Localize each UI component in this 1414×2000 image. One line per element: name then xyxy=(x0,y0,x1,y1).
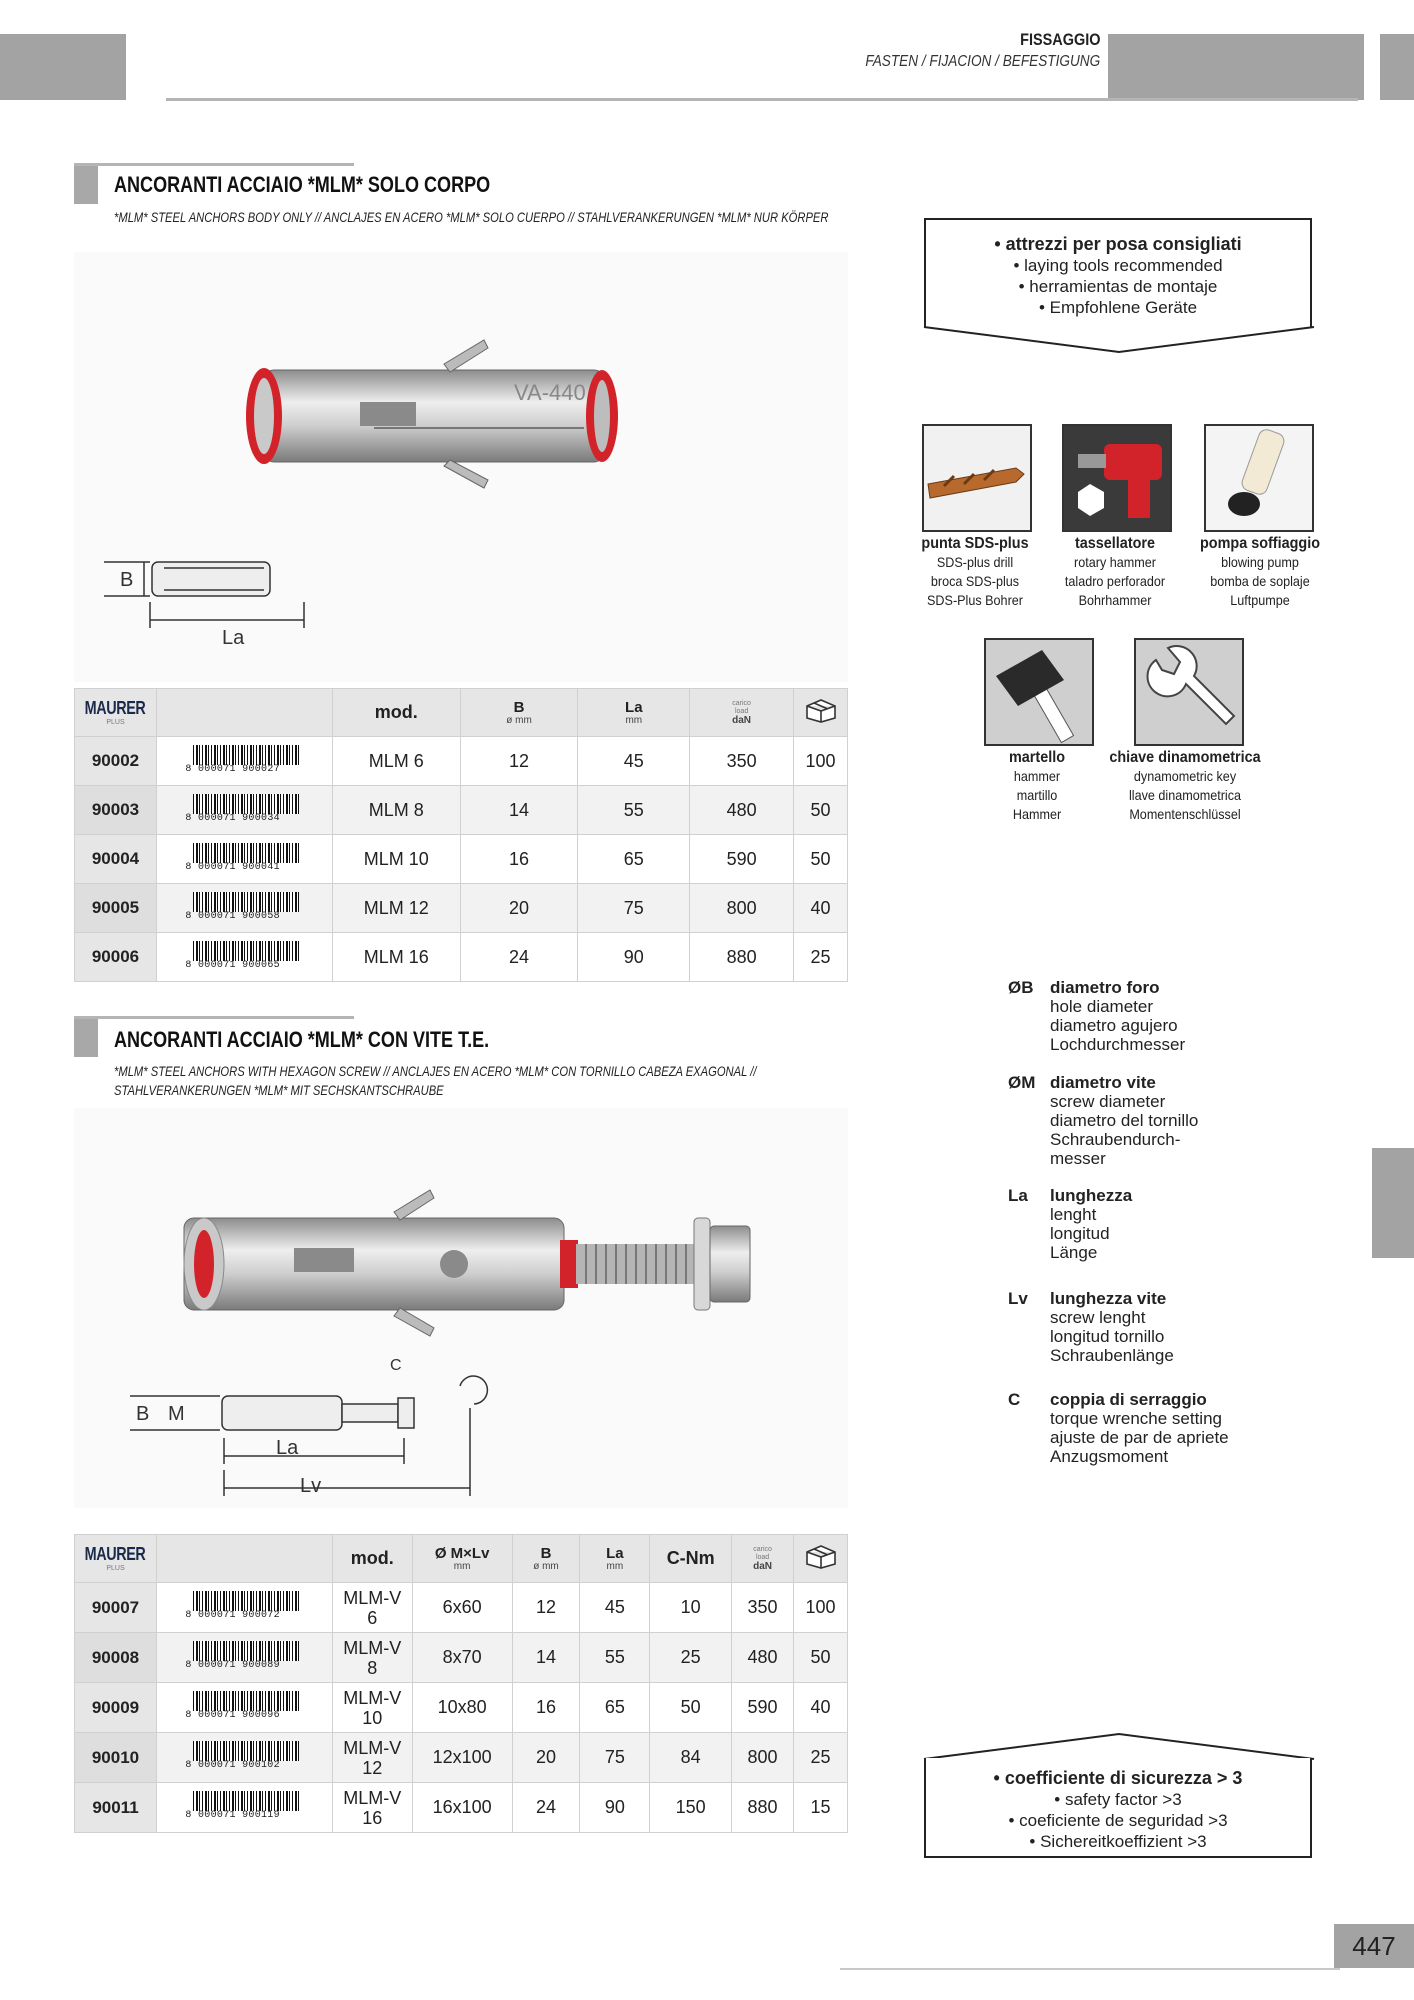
dim-label-c: C xyxy=(390,1357,402,1374)
anchor-with-screw-illustration xyxy=(74,1108,848,1508)
ean-header xyxy=(156,689,332,737)
section1-subtitle: *MLM* STEEL ANCHORS BODY ONLY // ANCLAJES EN ACERO *MLM* SOLO CUERPO // STAHLVERANKERUNGEN *MLM* NUR KÖRPER xyxy=(114,209,829,225)
package-icon xyxy=(794,1535,848,1583)
mod-header: mod. xyxy=(332,1535,412,1583)
safety-callout-point xyxy=(922,1730,1316,1760)
anchor-body-illustration xyxy=(74,252,848,682)
section1-title: ANCORANTI ACCIAIO *MLM* SOLO CORPO xyxy=(114,172,491,197)
barcode: 8 000071 900119 xyxy=(185,1791,303,1819)
cnm-header: C-Nm xyxy=(650,1535,732,1583)
side-tab xyxy=(1372,1148,1414,1258)
dim-label-lv: Lv xyxy=(300,1475,322,1497)
tool-caption: tassellatore rotary hammer taladro perforador Bohrhammer xyxy=(1064,535,1166,608)
mod-header: mod. xyxy=(332,689,460,737)
load-header: carico load daN xyxy=(690,689,794,737)
la-header: La mm xyxy=(578,689,690,737)
table-row: 90005 8 000071 900058 MLM 12 20 75 800 40 xyxy=(75,884,848,933)
product-engraving: VA-440 xyxy=(514,380,586,405)
dim-label-la: La xyxy=(222,627,245,649)
brand-logo: MAURER PLUS xyxy=(75,1535,157,1583)
tools-callout-point xyxy=(922,326,1316,356)
tool-caption: chiave dinamometrica dynamometric key llave dinamometrica Momentenschlüssel xyxy=(1109,749,1261,822)
section1-product-photo xyxy=(74,252,848,682)
table-row: 90003 8 000071 900034 MLM 8 14 55 480 50 xyxy=(75,786,848,835)
table-row: 90009 8 000071 900096 MLM-V 10 10x80 16 65 50 590 40 xyxy=(75,1683,848,1733)
brand-logo: MAURER PLUS xyxy=(75,689,157,737)
barcode: 8 000071 900089 xyxy=(185,1641,303,1669)
header-rule xyxy=(166,98,1358,101)
b-header: B ø mm xyxy=(460,689,578,737)
ean-header xyxy=(156,1535,332,1583)
header-left-block xyxy=(0,34,126,100)
table-row: 90002 8 000071 900027 MLM 6 12 45 350 100 xyxy=(75,737,848,786)
barcode: 8 000071 900065 xyxy=(185,941,303,969)
header-edge-block xyxy=(1380,34,1414,100)
la-header: La mm xyxy=(580,1535,650,1583)
barcode: 8 000071 900058 xyxy=(185,892,303,920)
section1-table xyxy=(74,688,848,982)
section2-rule xyxy=(74,1016,354,1019)
header-right-block xyxy=(1108,34,1364,100)
table-row: 90010 8 000071 900102 MLM-V 12 12x100 20 75 84 800 25 xyxy=(75,1733,848,1783)
barcode: 8 000071 900102 xyxy=(185,1741,303,1769)
table-row: 90004 8 000071 900041 MLM 10 16 65 590 50 xyxy=(75,835,848,884)
page-number: 447 xyxy=(1334,1924,1414,1968)
rotary-hammer-icon xyxy=(1062,424,1172,532)
tool-caption: martello hammer martillo Hammer xyxy=(1008,749,1066,822)
blowing-pump-icon xyxy=(1204,424,1314,532)
table-row: 90008 8 000071 900089 MLM-V 8 8x70 14 55 25 480 50 xyxy=(75,1633,848,1683)
section2-table xyxy=(74,1534,848,1833)
safety-callout: • coefficiente di sicurezza > 3 • safety factor >3 • coeficiente de seguridad >3 • Sichereitkoeffizient >3 xyxy=(924,1758,1312,1858)
section1-rule xyxy=(74,163,354,166)
section1-bar xyxy=(74,166,98,204)
header-subtitle: FASTEN / FIJACION / BEFESTIGUNG xyxy=(865,53,1100,70)
tool-caption: punta SDS-plus SDS-plus drill broca SDS-plus SDS-Plus Bohrer xyxy=(921,535,1029,608)
dim-label-m: M xyxy=(168,1403,185,1425)
load-header: carico load daN xyxy=(732,1535,794,1583)
barcode: 8 000071 900096 xyxy=(185,1691,303,1719)
dim-label-la: La xyxy=(276,1437,299,1459)
section2-subtitle: *MLM* STEEL ANCHORS WITH HEXAGON SCREW // ANCLAJES EN ACERO *MLM* CON TORNILLO CABEZA EXAGONAL // STAHLVERANKERUNGEN *MLM* MIT SECHSKANTSCHRAUBE xyxy=(114,1063,757,1098)
dim-label-b: B xyxy=(120,569,134,591)
table-row: 90011 8 000071 900119 MLM-V 16 16x100 24 90 150 880 15 xyxy=(75,1783,848,1833)
header-title: FISSAGGIO xyxy=(1019,30,1100,49)
barcode: 8 000071 900041 xyxy=(185,843,303,871)
footer-rule xyxy=(840,1968,1340,1970)
section2-product-photo xyxy=(74,1108,848,1508)
dim-label-b: B xyxy=(136,1403,150,1425)
sds-drill-icon xyxy=(922,424,1032,532)
b-header: B ø mm xyxy=(512,1535,580,1583)
section2-title: ANCORANTI ACCIAIO *MLM* CON VITE T.E. xyxy=(114,1027,490,1052)
torque-wrench-icon xyxy=(1134,638,1244,746)
barcode: 8 000071 900072 xyxy=(185,1591,303,1619)
tools-callout: • attrezzi per posa consigliati • laying tools recommended • herramientas de montaje • Empfohlene Geräte xyxy=(924,218,1312,328)
table-row: 90007 8 000071 900072 MLM-V 6 6x60 12 45 10 350 100 xyxy=(75,1583,848,1633)
hammer-icon xyxy=(984,638,1094,746)
package-icon xyxy=(794,689,848,737)
barcode: 8 000071 900027 xyxy=(185,745,303,773)
table-row: 90006 8 000071 900065 MLM 16 24 90 880 25 xyxy=(75,933,848,982)
barcode: 8 000071 900034 xyxy=(185,794,303,822)
section2-bar xyxy=(74,1019,98,1057)
mlv-header: Ø M×Lv mm xyxy=(412,1535,512,1583)
tool-caption: pompa soffiaggio blowing pump bomba de soplaje Luftpumpe xyxy=(1199,535,1320,608)
dimension-drawing xyxy=(104,562,304,628)
